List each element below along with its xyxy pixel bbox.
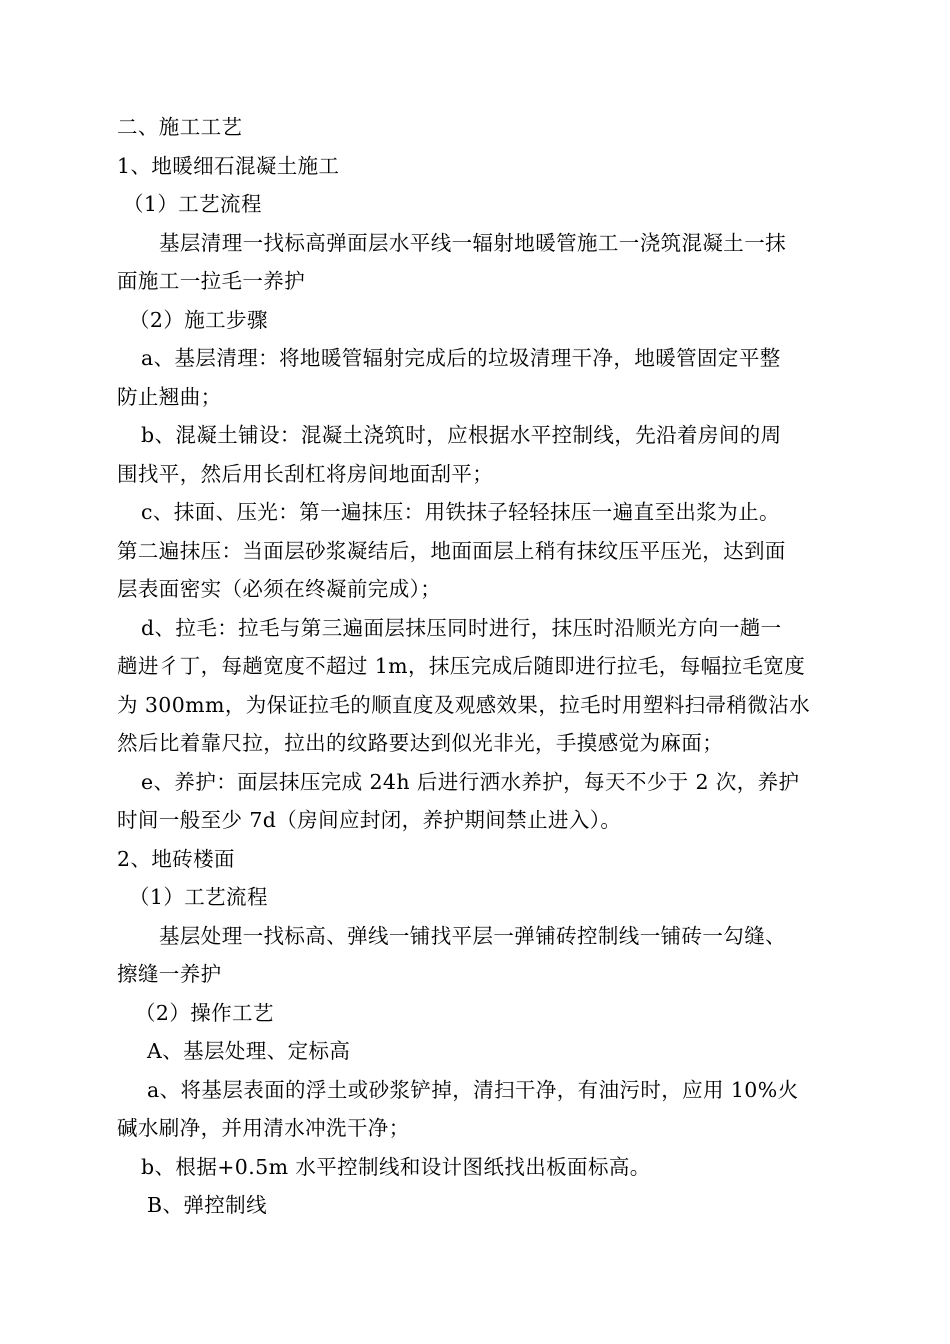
paragraph-line: 基层处理一找标高、弹线一铺找平层一弹铺砖控制线一铺砖一勾缝、 [159,923,786,948]
paragraph-line: 基层清理一找标高弹面层水平线一辐射地暖管施工一浇筑混凝土一抹 [159,230,786,255]
paragraph-line: 围找平，然后用长刮杠将房间地面刮平； [117,461,494,486]
paragraph-line: 时间一般至少 7d（房间应封闭，养护期间禁止进入）。 [117,808,622,832]
paragraph-line: a、将基层表面的浮土或砂浆铲掉，清扫干净，有油污时，应用 10%火 [147,1077,799,1102]
paragraph-line: e、养护：面层抹压完成 24h 后进行洒水养护，每天不少于 2 次，养护 [141,769,800,794]
subsection-heading: 2、地砖楼面 [117,846,235,871]
paragraph-line: b、根据+0.5m 水平控制线和设计图纸找出板面标高。 [141,1154,651,1179]
paragraph-line: d、拉毛：拉毛与第三遍面层抹压同时进行，抹压时沿顺光方向一趟一 [141,615,782,640]
paragraph-line: 为 300mm，为保证拉毛的顺直度及观感效果，拉毛时用塑料扫帚稍微沾水 [117,692,811,717]
item-heading: A、基层处理、定标高 [147,1039,351,1063]
item-heading: B、弹控制线 [147,1193,267,1217]
paragraph-line: a、基层清理：将地暖管辐射完成后的垃圾清理干净，地暖管固定平整 [141,346,781,370]
item-heading: （2）施工步骤 [129,307,268,332]
paragraph-line: b、混凝土铺设：混凝土浇筑时，应根据水平控制线，先沿着房间的周 [141,423,782,447]
paragraph-line: 碱水刷净，并用清水冲洗干净； [117,1116,410,1140]
paragraph-line: 第二遍抹压：当面层砂浆凝结后，地面面层上稍有抹纹压平压光，达到面 [117,538,786,563]
paragraph-line: 趟进彳丁，每趟宽度不超过 1m，抹压完成后随即进行拉毛，每幅拉毛宽度 [117,654,806,678]
item-heading: （1）工艺流程 [129,885,268,909]
paragraph-line: c、抹面、压光：第一遍抹压：用铁抹子轻轻抹压一遍直至出浆为止。 [141,500,780,524]
paragraph-line: 然后比着靠尺拉，拉出的纹路要达到似光非光，手摸感觉为麻面； [117,731,724,755]
paragraph-line: 面施工一拉毛一养护 [117,269,306,293]
paragraph-line: 层表面密实（必须在终凝前完成）； [117,577,442,601]
section-heading: 二、施工工艺 [117,115,243,139]
item-heading: （1）工艺流程 [123,192,262,216]
paragraph-line: 防止翘曲； [117,384,222,409]
subsection-heading: 1、地暖细石混凝土施工 [117,153,340,178]
document-body [117,108,837,1225]
paragraph-line: 擦缝一养护 [117,962,222,986]
item-heading: （2）操作工艺 [135,1000,274,1025]
